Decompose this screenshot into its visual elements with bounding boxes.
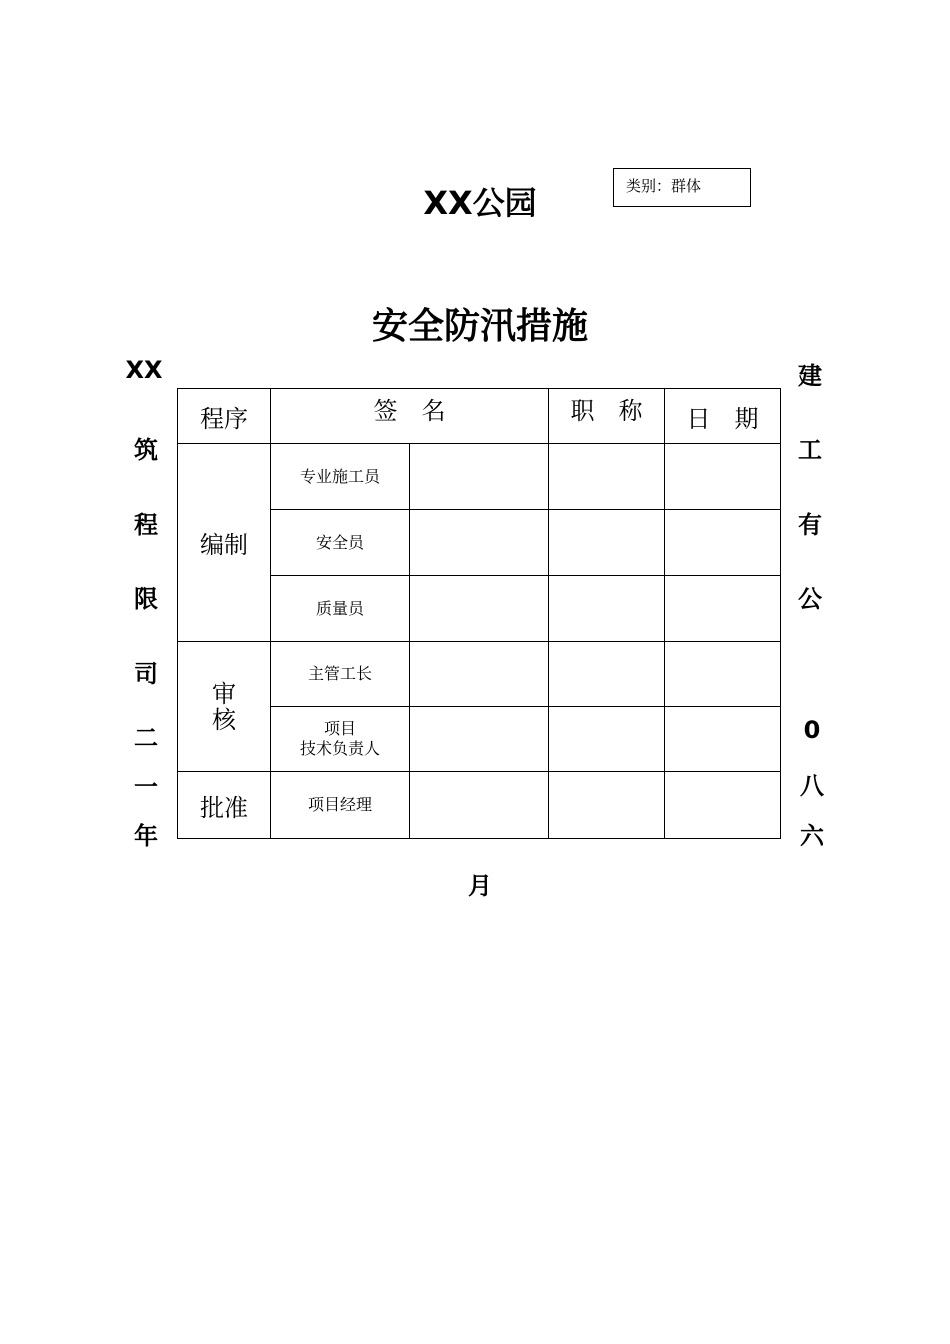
title-cell[interactable] [549,707,665,772]
left-char: 司 [134,660,158,688]
document-title: XX公园 [423,184,537,222]
signature-cell[interactable] [410,707,549,772]
right-char: 建 [798,362,822,390]
main-title: 安全防汛措施 [371,306,588,347]
date-cell[interactable] [665,444,781,510]
group-approve: 批准 [178,772,271,839]
left-char: 一 [134,773,158,801]
signature-cell[interactable] [410,444,549,510]
right-char: 八 [800,772,824,800]
right-char: 六 [800,822,824,850]
group-review: 审 核 [178,642,271,772]
date-cell[interactable] [665,510,781,576]
group-compile: 编制 [178,444,271,642]
header-date: 日 期 [665,389,781,444]
bottom-month-char: 月 [468,872,492,900]
signature-cell[interactable] [410,642,549,707]
role-project-manager: 项目经理 [271,772,410,839]
role-tech-lead-line1: 项目 [323,719,356,738]
title-cell[interactable] [549,642,665,707]
role-tech-lead [271,707,410,772]
right-char: 0 [803,716,821,744]
role-safety-officer: 安全员 [271,510,410,576]
left-char: 程 [134,511,158,539]
left-char: 二 [134,724,158,752]
role-quality-officer: 质量员 [271,576,410,642]
title-cell[interactable] [549,772,665,839]
title-cell[interactable] [549,444,665,510]
header-signature: 签 名 [271,389,549,444]
role-tech-lead-line2: 技术负责人 [299,739,380,758]
right-char: 有 [798,511,822,539]
signature-cell[interactable] [410,576,549,642]
left-char: XX [125,356,163,384]
date-cell[interactable] [665,772,781,839]
date-cell[interactable] [665,707,781,772]
date-cell[interactable] [665,576,781,642]
signature-cell[interactable] [410,772,549,839]
header-title: 职 称 [549,389,665,444]
category-label: 类别：群体 [613,168,751,207]
header-procedure: 程序 [178,389,271,444]
role-foreman: 主管工长 [271,642,410,707]
title-cell[interactable] [549,576,665,642]
right-char: 公 [798,585,822,613]
left-char: 限 [134,585,158,613]
role-construction-worker: 专业施工员 [271,444,410,510]
signature-cell[interactable] [410,510,549,576]
left-char: 筑 [134,436,158,464]
approval-table [177,388,781,839]
left-char: 年 [134,822,158,850]
date-cell[interactable] [665,642,781,707]
title-cell[interactable] [549,510,665,576]
right-char: 工 [798,436,822,464]
